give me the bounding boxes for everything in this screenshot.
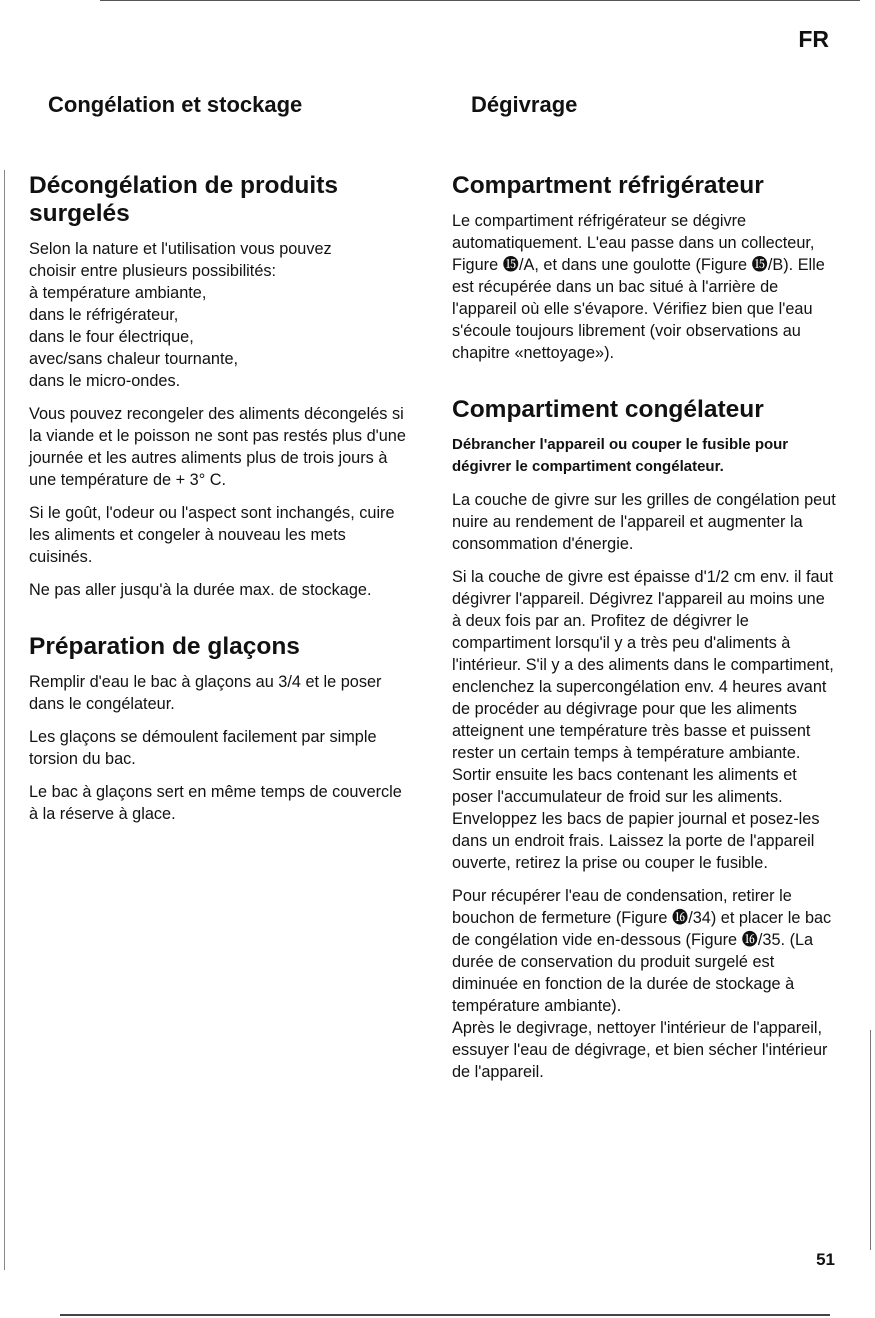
paragraph-gout: Si le goût, l'odeur ou l'aspect sont inchangés, cuire les aliments et congeler à nouveau les mets cuisinés. <box>29 504 395 566</box>
heading-congelateur: Compartiment congélateur <box>452 396 764 423</box>
intro-line: dans le réfrigérateur, <box>29 306 179 324</box>
heading-refrigerateur: Compartment réfrigérateur <box>452 172 764 199</box>
intro-line: avec/sans chaleur tournante, <box>29 350 239 368</box>
paragraph-apres: Après le degivrage, nettoyer l'intérieur de l'appareil, essuyer l'eau de dégivrage, et bien sécher l'intérieur de l'appareil. <box>452 1019 828 1081</box>
intro-line: Selon la nature et l'utilisation vous pouvez <box>29 240 332 258</box>
intro-paragraph <box>29 238 409 392</box>
paragraph-demoulent: Les glaçons se démoulent facilement par simple torsion du bac. <box>29 728 377 768</box>
paragraph-eau: Pour récupérer l'eau de condensation, retirer le bouchon de fermeture (Figure ⓰/34) et placer le bac de congélation vide en-dessous (Figure ⓰/35. (La durée de conservation du produit surgelé est diminuée en fonction de la durée de stockage à température ambiante). <box>452 887 832 1015</box>
right-margin-line <box>870 1030 871 1250</box>
paragraph-refrigerateur: Le compartiment réfrigérateur se dégivre automatiquement. L'eau passe dans un collecteur, Figure ⓯/A, et dans une goulotte (Figure ⓯/B). Elle est récupérée dans un bac situé à l'arrière de l'appareil où elle s'évapore. Vérifiez bien que l'eau s'écoule toujours librement (voir observations au chapitre «nettoyage»). <box>452 212 825 362</box>
section-heading-congelation: Congélation et stockage <box>48 92 303 117</box>
left-column <box>29 172 409 836</box>
right-column <box>452 172 837 1094</box>
intro-line: dans le four électrique, <box>29 328 194 346</box>
language-label: FR <box>798 26 829 52</box>
warning-paragraph: Débrancher l'appareil ou couper le fusible pour dégivrer le compartiment congélateur. <box>452 436 789 475</box>
paragraph-remplir: Remplir d'eau le bac à glaçons au 3/4 et le poser dans le congélateur. <box>29 673 382 713</box>
heading-glacons: Préparation de glaçons <box>29 633 300 660</box>
intro-line: choisir entre plusieurs possibilités: <box>29 262 277 280</box>
paragraph-duree: Ne pas aller jusqu'à la durée max. de stockage. <box>29 581 372 599</box>
page-number: 51 <box>816 1250 835 1269</box>
paragraph-couche: La couche de givre sur les grilles de congélation peut nuire au rendement de l'appareil et augmenter la consommation d'énergie. <box>452 491 836 553</box>
top-rule <box>100 0 860 1</box>
intro-line: à température ambiante, <box>29 284 207 302</box>
section-heading-degivrage: Dégivrage <box>471 92 578 117</box>
paragraph-epaisse: Si la couche de givre est épaisse d'1/2 cm env. il faut dégivrer l'appareil. Dégivrez l'appareil au moins une à deux fois par an. Profitez de dégivrer le compartiment lorsqu'il y a très peu d'aliments à l'intérieur. S'il y a des aliments dans le compartiment, enclenchez la supercongélation env. 4 heures avant de procéder au dégivrage pour que les aliments atteignent une température très basse et puissent rester un certain temps à température ambiante. Sortir ensuite les bacs contenant les aliments et poser l'accumulateur de froid sur les aliments. Enveloppez les bacs de papier journal et posez-les dans un endroit frais. Laissez la porte de l'appareil ouverte, retirez la prise ou couper le fusible. <box>452 568 834 872</box>
bottom-rule <box>60 1314 830 1316</box>
heading-decongelation: Décongélation de produits surgelés <box>29 172 338 227</box>
paragraph-couvercle: Le bac à glaçons sert en même temps de couvercle à la réserve à glace. <box>29 783 402 823</box>
left-margin-line <box>4 170 5 1270</box>
paragraph-recongeler: Vous pouvez recongeler des aliments décongelés si la viande et le poisson ne sont pas restés plus d'une journée et les autres aliments plus de trois jours à une température de + 3° C. <box>29 405 406 489</box>
intro-line: dans le micro-ondes. <box>29 372 181 390</box>
